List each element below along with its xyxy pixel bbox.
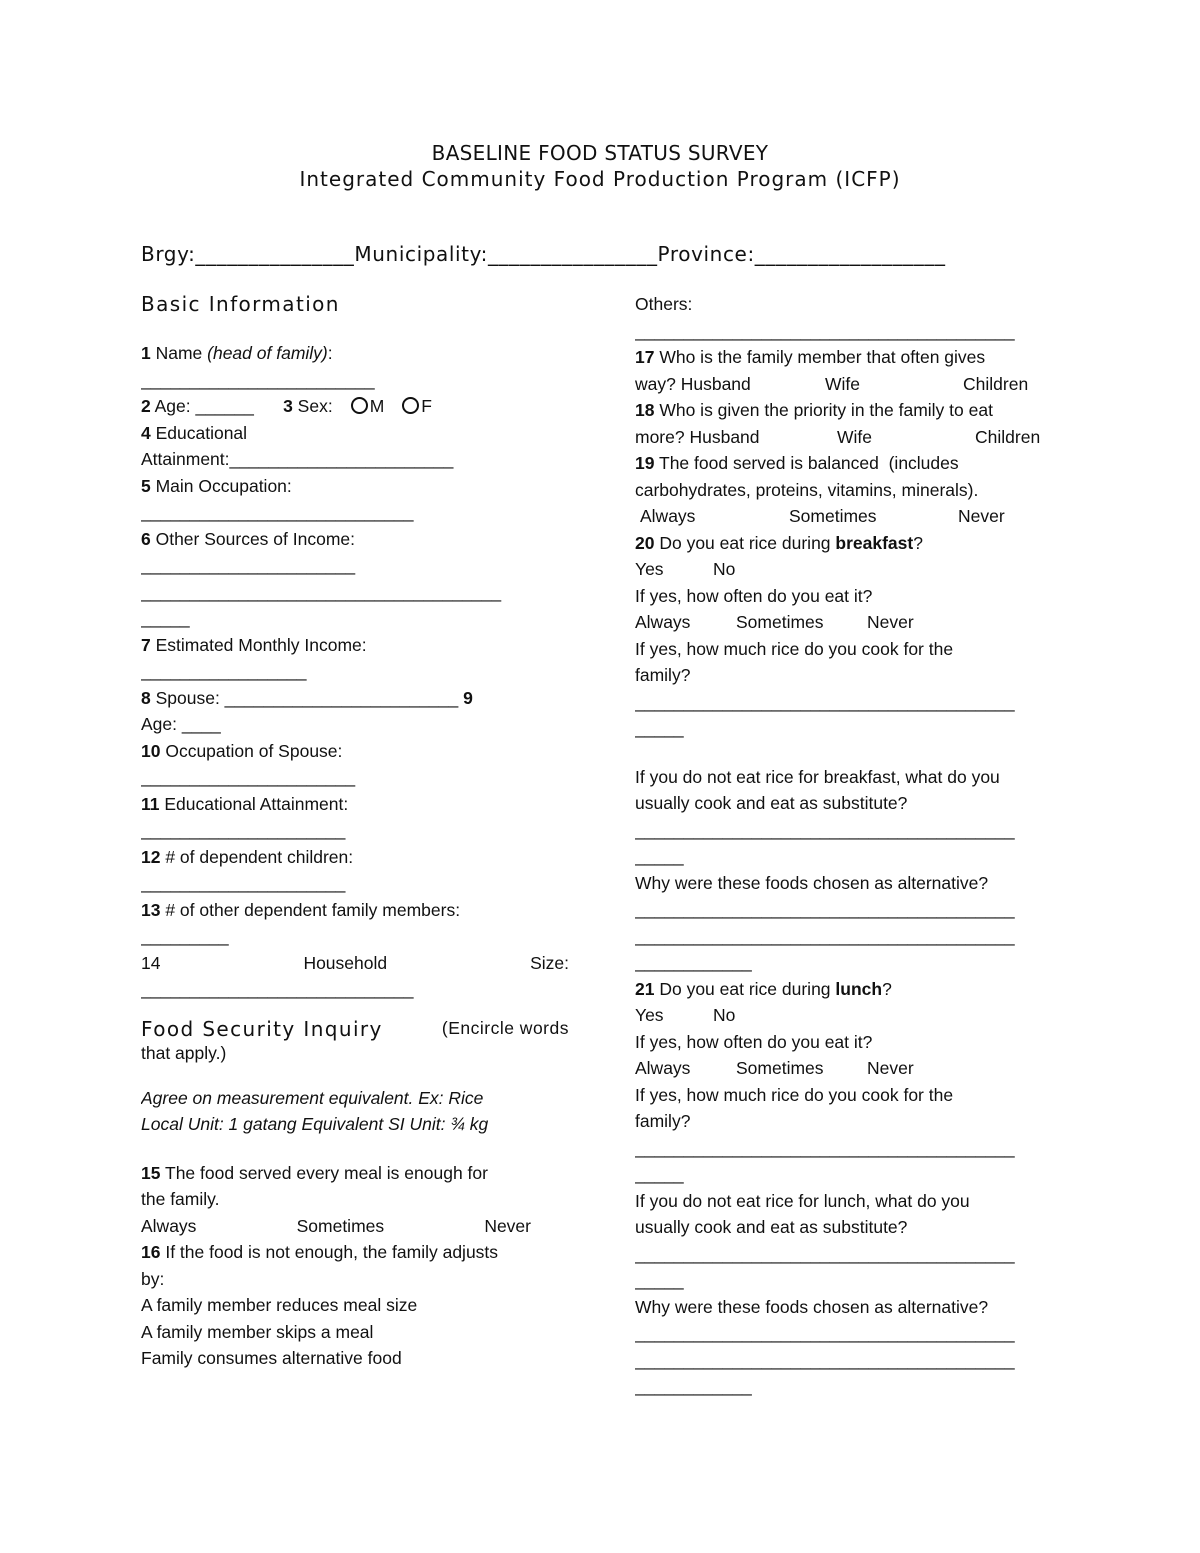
question-20: 20 Do you eat rice during breakfast? xyxy=(635,532,923,553)
question-11: 11 Educational Attainment: xyxy=(141,793,349,814)
question-17: 17 Who is the family member that often gives xyxy=(635,347,986,367)
q18-children[interactable]: Children xyxy=(975,426,1041,447)
q21-amount-field-2[interactable]: _____ xyxy=(635,1164,684,1184)
q21-why-field-2[interactable]: _______________________________________ xyxy=(635,1349,1015,1370)
q20-amount-field-2[interactable]: _____ xyxy=(635,718,684,738)
question-6: 6 Other Sources of Income: xyxy=(141,528,355,549)
q20-never[interactable]: Never xyxy=(867,612,914,632)
q19-always[interactable]: Always xyxy=(640,506,696,526)
question-15: 15 The food served every meal is enough for xyxy=(141,1162,488,1183)
q21-how-much: If yes, how much rice do you cook for the xyxy=(635,1084,954,1105)
educational-attainment-field[interactable]: Attainment:_______________________ xyxy=(141,449,454,469)
q15-always[interactable]: Always xyxy=(141,1215,197,1236)
q20-frequency-options xyxy=(635,609,1055,636)
q20-amount-field-1[interactable]: _______________________________________ xyxy=(635,691,1015,712)
section-food-security-note: that apply.) xyxy=(141,1042,227,1063)
q18-options xyxy=(635,424,1055,451)
q21-why-field-3[interactable]: ____________ xyxy=(635,1376,752,1396)
q20-yes[interactable]: Yes xyxy=(635,559,664,579)
others-field[interactable]: _______________________________________ xyxy=(635,320,1015,341)
q20-always[interactable]: Always xyxy=(635,612,691,632)
q21-frequency-options xyxy=(635,1055,1055,1082)
q20-how-much: If yes, how much rice do you cook for the xyxy=(635,638,954,659)
q20-why-question: Why were these foods chosen as alternative? xyxy=(635,872,989,893)
q17-children[interactable]: Children xyxy=(963,373,1029,394)
location-fields[interactable]: Brgy:_______________Municipality:________________Province:__________________ xyxy=(141,242,946,266)
q20-substitute-field-2[interactable]: _____ xyxy=(635,846,684,866)
section-basic-information: Basic Information xyxy=(141,292,340,316)
question-5: 5 Main Occupation: xyxy=(141,475,292,496)
question-13: 13 # of other dependent family members: xyxy=(141,899,461,920)
name-field[interactable]: ________________________ xyxy=(141,369,375,390)
q21-substitute-field-1[interactable]: _______________________________________ xyxy=(635,1243,1015,1264)
q15-sometimes[interactable]: Sometimes xyxy=(296,1215,385,1236)
q21-never[interactable]: Never xyxy=(867,1058,914,1078)
dependent-children-field[interactable]: _____________________ xyxy=(141,873,346,893)
document-title: BASELINE FOOD STATUS SURVEY xyxy=(431,141,769,165)
question-12: 12 # of dependent children: xyxy=(141,846,354,867)
q20-substitute-field-1[interactable]: _______________________________________ xyxy=(635,819,1015,840)
q20-yes-no xyxy=(635,556,1055,583)
question-18: 18 Who is given the priority in the family to eat xyxy=(635,400,993,420)
q19-sometimes[interactable]: Sometimes xyxy=(789,506,877,526)
question-19: 19 The food served is balanced (includes xyxy=(635,453,959,473)
question-15-cont: the family. xyxy=(141,1189,220,1209)
q19-never[interactable]: Never xyxy=(958,506,1005,526)
question-10: 10 Occupation of Spouse: xyxy=(141,740,343,761)
q20-sometimes[interactable]: Sometimes xyxy=(736,612,824,632)
q21-why-question: Why were these foods chosen as alternative? xyxy=(635,1296,989,1317)
document-subtitle: Integrated Community Food Production Program (ICFP) xyxy=(299,167,901,191)
q19-options xyxy=(635,503,1055,530)
q20-no[interactable]: No xyxy=(713,559,736,579)
q20-substitute-question-cont: usually cook and eat as substitute? xyxy=(635,793,908,813)
q18-wife[interactable]: Wife xyxy=(837,426,872,447)
q17-husband[interactable]: way? Husband xyxy=(635,373,751,394)
q20-how-much-cont: family? xyxy=(635,665,691,685)
q21-sometimes[interactable]: Sometimes xyxy=(736,1058,824,1078)
household-size-field[interactable]: ____________________________ xyxy=(141,979,414,999)
q21-amount-field-1[interactable]: _______________________________________ xyxy=(635,1137,1015,1158)
q15-options xyxy=(141,1213,531,1240)
spouse-education-field[interactable]: _____________________ xyxy=(141,820,346,840)
q21-how-often: If yes, how often do you eat it? xyxy=(635,1031,873,1052)
question-4: 4 Educational xyxy=(141,422,248,443)
spouse-field[interactable]: Spouse: ________________________ xyxy=(150,687,464,708)
left-column xyxy=(141,290,569,1372)
question-1: 1 Name (head of family): xyxy=(141,343,333,363)
question-7: 7 Estimated Monthly Income: xyxy=(141,634,367,655)
monthly-income-field[interactable]: _________________ xyxy=(141,661,307,681)
q20-why-field-3[interactable]: ____________ xyxy=(635,952,752,972)
q18-husband[interactable]: more? Husband xyxy=(635,426,760,447)
others-label: Others: xyxy=(635,294,693,314)
other-dependents-field[interactable]: _________ xyxy=(141,926,229,946)
sex-male-radio[interactable] xyxy=(351,397,368,414)
q21-substitute-question: If you do not eat rice for lunch, what do you xyxy=(635,1190,970,1211)
other-income-field-3[interactable]: _____ xyxy=(141,608,190,628)
other-income-field-2[interactable]: _____________________________________ xyxy=(141,581,502,602)
measurement-note-2: Local Unit: 1 gatang Equivalent SI Unit: ¾ kg xyxy=(141,1114,489,1134)
q20-why-field-1[interactable]: _______________________________________ xyxy=(635,899,1015,919)
q21-yes-no xyxy=(635,1002,1055,1029)
right-column xyxy=(635,291,1055,1400)
q21-why-field-1[interactable]: _______________________________________ xyxy=(635,1323,1015,1343)
spouse-age-field[interactable]: Age: ____ xyxy=(141,714,221,734)
section-food-security: Food Security Inquiry (Encircle words xyxy=(141,1016,569,1041)
q20-substitute-question: If you do not eat rice for breakfast, what do you xyxy=(635,766,1000,787)
other-income-field-1[interactable]: ______________________ xyxy=(141,555,356,575)
main-occupation-field[interactable]: ____________________________ xyxy=(141,502,414,522)
measurement-note-1: Agree on measurement equivalent. Ex: Rice xyxy=(141,1087,484,1108)
age-field[interactable]: Age: ______ xyxy=(150,396,254,416)
q21-substitute-field-2[interactable]: _____ xyxy=(635,1270,684,1290)
q20-how-often: If yes, how often do you eat it? xyxy=(635,585,873,606)
q21-substitute-question-cont: usually cook and eat as substitute? xyxy=(635,1217,908,1237)
question-19-cont: carbohydrates, proteins, vitamins, minerals). xyxy=(635,479,979,500)
q15-never[interactable]: Never xyxy=(484,1215,531,1236)
question-2-3: 2 Age: ______ 3 Sex: M F xyxy=(141,396,432,416)
q16-option-reduce[interactable]: A family member reduces meal size xyxy=(141,1295,418,1315)
q17-wife[interactable]: Wife xyxy=(825,373,860,394)
question-8-9: 8 Spouse: ________________________ 9 xyxy=(141,687,473,708)
q20-why-field-2[interactable]: _______________________________________ xyxy=(635,925,1015,946)
q16-option-skip[interactable]: A family member skips a meal xyxy=(141,1321,374,1342)
question-16-cont: by: xyxy=(141,1268,165,1289)
spouse-occupation-field[interactable]: ______________________ xyxy=(141,767,356,787)
q16-option-alternative[interactable]: Family consumes alternative food xyxy=(141,1348,402,1368)
q21-how-much-cont: family? xyxy=(635,1111,691,1131)
sex-female-radio[interactable] xyxy=(402,397,419,414)
q21-always[interactable]: Always xyxy=(635,1058,691,1078)
q21-no[interactable]: No xyxy=(713,1005,736,1025)
question-16: 16 If the food is not enough, the family adjusts xyxy=(141,1242,499,1262)
q17-options xyxy=(635,371,1055,398)
question-21: 21 Do you eat rice during lunch? xyxy=(635,978,892,999)
q21-yes[interactable]: Yes xyxy=(635,1005,664,1025)
question-14: 14 Household Size: xyxy=(141,952,569,973)
